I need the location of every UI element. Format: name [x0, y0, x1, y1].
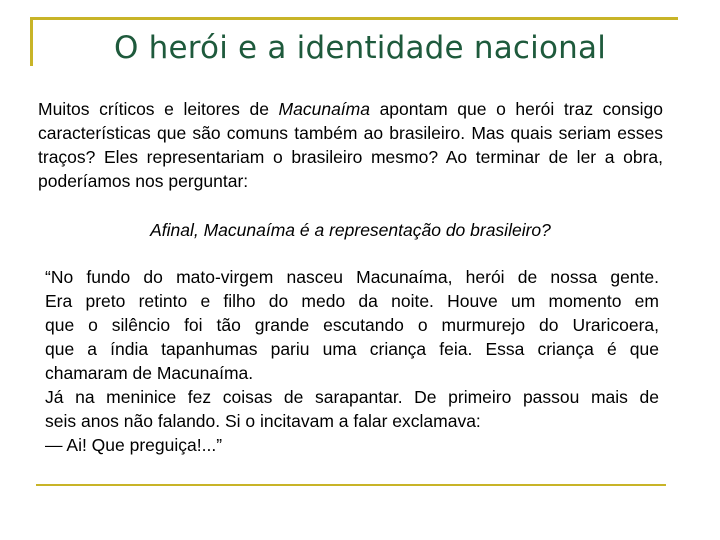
top-decorative-rule — [30, 17, 678, 20]
quote-line: Era preto retinto e filho do medo da noite. Houve um momento em — [45, 291, 659, 311]
quote-line: Já na meninice fez coisas de sarapantar. De primeiro passou mais de — [45, 387, 659, 407]
work-title-italic: Macunaíma — [278, 99, 370, 119]
quote-line: — Ai! Que preguiça!...” — [45, 435, 223, 455]
intro-text-start: Muitos críticos e leitores de — [38, 99, 279, 119]
intro-text-end: apontam que o herói traz consigo características que são comuns também ao brasileiro. Mas quais seriam esses traços? Eles representariam o brasileiro mesmo? Ao terminar de ler a obra, poderíamos nos perguntar: — [38, 99, 663, 191]
slide-title: O herói e a identidade nacional — [113, 30, 607, 66]
quote-line: que o silêncio foi tão grande escutando o murmurejo do Uraricoera, — [45, 315, 659, 335]
quote-line: “No fundo do mato-virgem nasceu Macunaíma, herói de nossa gente. — [45, 267, 659, 287]
quote-line: que a índia tapanhumas pariu uma criança feia. Essa criança é que — [45, 339, 659, 359]
intro-paragraph — [38, 97, 663, 193]
central-question: Afinal, Macunaíma é a representação do brasileiro? — [150, 220, 551, 240]
bottom-decorative-rule — [36, 484, 666, 486]
quote-line: chamaram de Macunaíma. — [45, 363, 254, 383]
quote-line: seis anos não falando. Si o incitavam a falar exclamava: — [45, 411, 481, 431]
left-decorative-rule — [30, 17, 33, 66]
book-quotation — [45, 265, 659, 457]
